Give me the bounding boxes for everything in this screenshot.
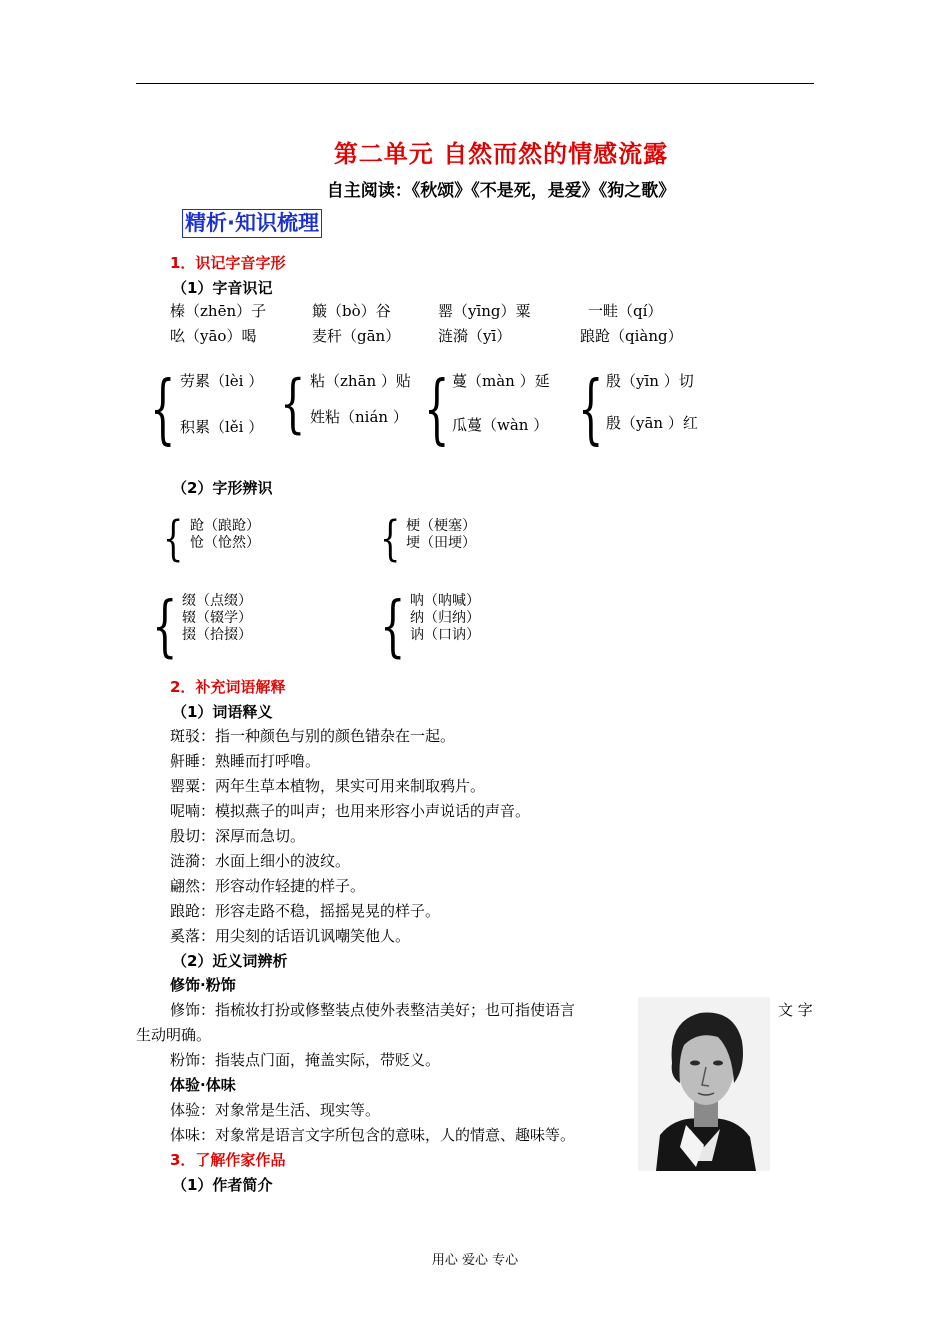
synonym-pair-heading: 修饰·粉饰 — [170, 976, 236, 994]
polyphone-item: 姓粘（nián ） — [310, 408, 408, 426]
pronunciation-item: 踉跄（qiàng） — [580, 327, 683, 345]
synonym-line-continuation: 生动明确。 — [136, 1026, 212, 1044]
page-subtitle: 自主阅读：《秋颂》《不是死，是爱》《狗之歌》 — [326, 181, 676, 201]
polyphone-item: 殷（yān ）红 — [606, 414, 698, 432]
definition-line: 呢喃：模拟燕子的叫声；也用来形容小声说话的声音。 — [170, 802, 531, 820]
brace: { — [163, 509, 184, 567]
shape-item: 缀（点缀） — [182, 593, 252, 609]
shape-item: 跄（踉跄） — [190, 518, 260, 534]
polyphone-item: 积累（lěi ） — [180, 418, 264, 436]
polyphone-item: 蔓（màn ）延 — [452, 372, 550, 390]
pronunciation-item: 榛（zhēn）子 — [170, 302, 267, 320]
shape-item: 纳（归纳） — [410, 610, 480, 626]
brace: { — [380, 589, 406, 665]
shape-item: 埂（田埂） — [406, 535, 476, 551]
definition-line: 罂粟：两年生草本植物，果实可用来制取鸦片。 — [170, 777, 486, 795]
brace: { — [578, 366, 604, 454]
section-heading-3: 3．了解作家作品 — [170, 1151, 286, 1169]
section-heading-2: 2．补充词语解释 — [170, 678, 286, 696]
polyphone-item: 瓜蔓（wàn ） — [452, 416, 549, 434]
polyphone-item: 劳累（lèi ） — [180, 372, 264, 390]
pronunciation-item: 吆（yāo）喝 — [170, 327, 257, 345]
definition-line: 殷切：深厚而急切。 — [170, 827, 306, 845]
subheading-pronunciation: （1）字音识记 — [172, 279, 273, 297]
shape-item: 辍（辍学） — [182, 610, 252, 626]
pronunciation-item: 涟漪（yī） — [438, 327, 512, 345]
brace: { — [424, 366, 450, 454]
subheading-author-intro: （1）作者简介 — [172, 1176, 273, 1194]
brace: { — [152, 589, 178, 665]
section-box-heading: 精析·知识梳理 — [182, 209, 322, 238]
synonym-line-end: 文 字 — [778, 1001, 813, 1019]
page-title: 第二单元 自然而然的情感流露 — [333, 140, 669, 168]
pronunciation-item: 麦秆（gān） — [312, 327, 401, 345]
brace: { — [280, 367, 306, 441]
pronunciation-item: 簸（bò）谷 — [312, 302, 391, 320]
synonym-line: 粉饰：指装点门面，掩盖实际，带贬义。 — [170, 1051, 441, 1069]
synonym-pair-heading: 体验·体味 — [170, 1076, 236, 1094]
page-footer: 用心 爱心 专心 — [431, 1253, 519, 1268]
polyphone-item: 殷（yīn ）切 — [606, 372, 694, 390]
shape-item: 讷（口讷） — [410, 627, 480, 643]
header-rule — [136, 83, 814, 84]
brace: { — [150, 366, 176, 454]
polyphone-item: 粘（zhān ）贴 — [310, 372, 411, 390]
definition-line: 翩然：形容动作轻捷的样子。 — [170, 877, 366, 895]
synonym-line: 体味：对象常是语言文字所包含的意味，人的情意、趣味等。 — [170, 1126, 576, 1144]
section-heading-1: 1．识记字音字形 — [170, 254, 286, 272]
subheading-synonyms: （2）近义词辨析 — [172, 952, 288, 970]
shape-item: 怆（怆然） — [190, 535, 260, 551]
pronunciation-item: 一畦（qí） — [588, 302, 663, 320]
shape-item: 呐（呐喊） — [410, 593, 480, 609]
synonym-line: 体验：对象常是生活、现实等。 — [170, 1101, 381, 1119]
definition-line: 斑驳：指一种颜色与别的颜色错杂在一起。 — [170, 727, 456, 745]
synonym-line: 修饰：指梳妆打扮或修整装点使外表整洁美好；也可指使语言 — [170, 1001, 576, 1019]
shape-item: 梗（梗塞） — [406, 518, 476, 534]
subheading-definitions: （1）词语释义 — [172, 703, 273, 721]
definition-line: 奚落：用尖刻的话语讥讽嘲笑他人。 — [170, 927, 411, 945]
definition-line: 鼾睡：熟睡而打呼噜。 — [170, 752, 321, 770]
author-portrait — [638, 997, 770, 1171]
definition-line: 踉跄：形容走路不稳，摇摇晃晃的样子。 — [170, 902, 441, 920]
shape-item: 掇（拾掇） — [182, 627, 252, 643]
brace: { — [380, 509, 401, 567]
subheading-character-shapes: （2）字形辨识 — [172, 479, 273, 497]
pronunciation-item: 罂（yīng）粟 — [438, 302, 531, 320]
definition-line: 涟漪：水面上细小的波纹。 — [170, 852, 351, 870]
